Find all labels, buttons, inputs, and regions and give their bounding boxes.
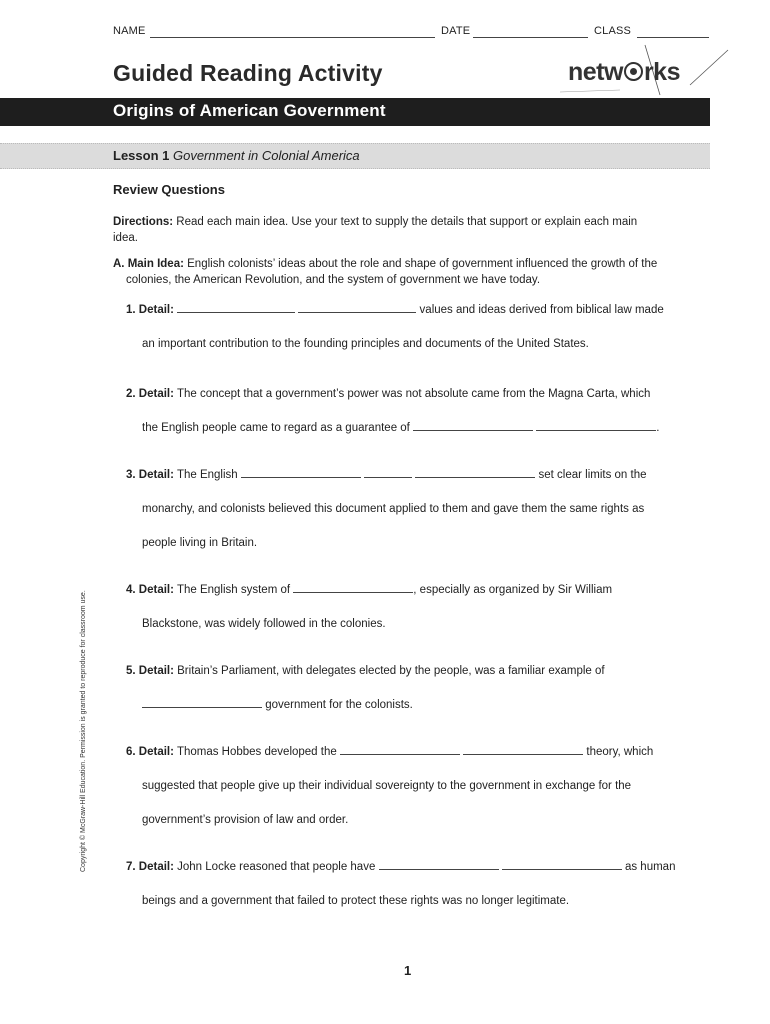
answer-blank[interactable] [463, 744, 583, 755]
page-title: Guided Reading Activity [113, 60, 383, 86]
directions: Directions: Read each main idea. Use your text to supply the details that support or explain each main idea. [113, 216, 638, 244]
name-field[interactable] [150, 37, 435, 38]
globe-icon [624, 62, 643, 81]
lesson-name: Government in Colonial America [172, 148, 360, 163]
question-6: 6. Detail: Thomas Hobbes developed the theory, which [126, 746, 654, 758]
networks-logo [568, 58, 680, 87]
question-4: 4. Detail: The English system of , especially as organized by Sir William [126, 584, 613, 596]
main-idea-label: A. Main Idea: [113, 258, 184, 270]
answer-blank[interactable] [340, 744, 460, 755]
question-6-line-2: suggested that people give up their individual sovereignty to the government in exchange for the [142, 780, 632, 792]
answer-blank[interactable] [293, 582, 413, 593]
question-1-line-2: an important contribution to the founding principles and documents of the United States. [142, 338, 589, 350]
answer-blank[interactable] [142, 697, 262, 708]
answer-blank[interactable] [379, 859, 499, 870]
date-label: DATE [441, 25, 471, 37]
lesson-label: Lesson 1 [113, 148, 170, 163]
answer-blank[interactable] [415, 467, 535, 478]
question-3-line-2: monarchy, and colonists believed this document applied to them and gave them the same rights as [142, 503, 645, 515]
class-field[interactable] [637, 37, 709, 38]
section-heading: Review Questions [113, 182, 225, 197]
answer-blank[interactable] [364, 467, 412, 478]
answer-blank[interactable] [298, 302, 416, 313]
main-idea: A. Main Idea: English colonists’ ideas about the role and shape of government influenced the growth of the colonies, the American Revolution, and the system of government we have today. [113, 258, 658, 286]
answer-blank[interactable] [502, 859, 622, 870]
class-label: CLASS [594, 25, 632, 37]
chapter-title: Origins of American Government [113, 101, 386, 120]
question-2: 2. Detail: The concept that a government’s power was not absolute came from the Magna Carta, which [126, 388, 651, 400]
question-7: 7. Detail: John Locke reasoned that people have as human [126, 861, 676, 873]
question-5-line-2: government for the colonists. [142, 697, 413, 713]
lesson-bar [0, 143, 710, 169]
answer-blank[interactable] [536, 420, 656, 431]
date-field[interactable] [473, 37, 588, 38]
question-2-line-2: the English people came to regard as a guarantee of . [142, 422, 660, 434]
question-3: 3. Detail: The English set clear limits on the [126, 469, 647, 481]
question-5: 5. Detail: Britain’s Parliament, with delegates elected by the people, was a familiar example of [126, 665, 605, 677]
name-label: NAME [113, 25, 146, 37]
directions-label: Directions: [113, 216, 174, 228]
answer-blank[interactable] [413, 420, 533, 431]
page-number: 1 [404, 963, 412, 978]
logo-text-start: netw [568, 58, 623, 86]
logo-text-end: rks [643, 58, 680, 86]
answer-blank[interactable] [177, 302, 295, 313]
question-1: 1. Detail: values and ideas derived from biblical law made [126, 304, 664, 316]
answer-blank[interactable] [241, 467, 361, 478]
question-7-line-2: beings and a government that failed to protect these rights was no longer legitimate. [142, 895, 570, 907]
question-6-line-3: government’s provision of law and order. [142, 814, 349, 826]
question-3-line-3: people living in Britain. [142, 537, 258, 549]
question-4-line-2: Blackstone, was widely followed in the colonies. [142, 618, 386, 630]
chapter-banner [0, 98, 710, 126]
copyright-notice: Copyright © McGraw-Hill Education. Permission is granted to reproduce for classroom use. [80, 590, 87, 872]
